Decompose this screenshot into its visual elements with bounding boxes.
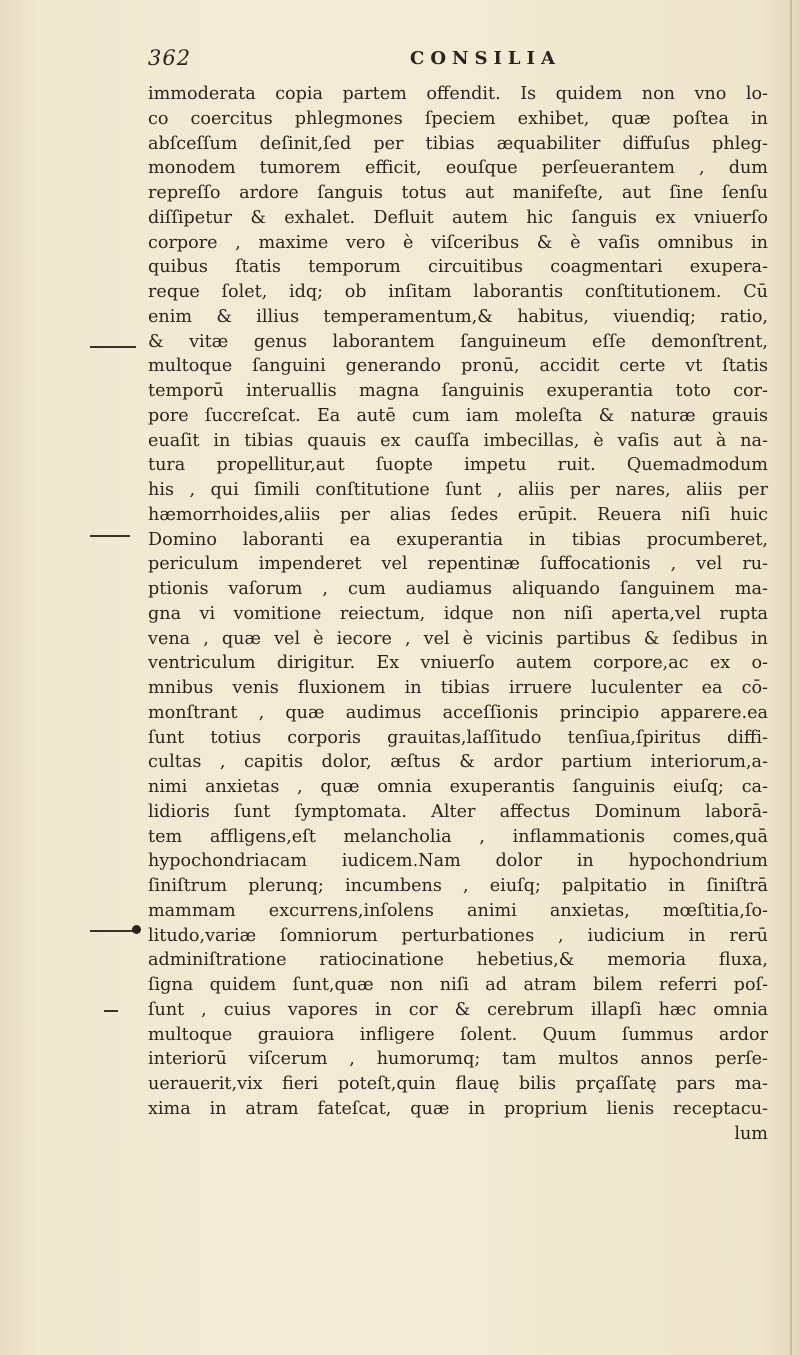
text-line: uerauerit,vix fieri poteſt,quin flauę bilis prçaſſatę pars ma- [148,1074,768,1094]
text-line: immoderata copia partem offendit. Is quidem non vno lo- [148,84,768,104]
text-line: ſunt totius corporis grauitas,laſſitudo tenſiua,ſpiritus diffi- [148,727,768,748]
text-line: gna vi vomitione reiectum, idque non niſi aperta,vel rupta [148,603,768,624]
text-line: & vitæ genus laborantem ſanguineum eſſe demonſtrent, [148,331,768,352]
page-edge-shadow [790,0,792,1355]
page-header [148,46,768,78]
text-line: litudo,variæ ſomniorum perturbationes , iudicium in rerū [148,925,768,946]
text-line: quibus ſtatis temporum circuitibus coagmentari exupera- [148,257,768,278]
text-line: hæmorrhoides,aliis per alias ſedes erūpit. Reuera niſi huic [148,504,768,525]
text-line: vena , quæ vel è iecore , vel è vicinis partibus & ſedibus in [148,628,768,649]
text-line: cultas , capitis dolor, æſtus & ardor partium interiorum,a- [148,752,768,773]
margin-dot [132,925,141,934]
text-line: periculum impenderet vel repentinæ ſuffocationis , vel ru- [148,554,768,575]
text-line: Domino laboranti ea exuperantia in tibias procumberet, [148,529,768,550]
text-line: reque ſolet, idq; ob inſitam laborantis conſtitutionem. Cū [148,282,768,302]
page-number: 362 [148,46,192,70]
text-line: ptionis vaſorum , cum audiamus aliquando ſanguinem ma- [148,579,768,599]
text-line: corpore , maxime vero è viſceribus & è vaſis omnibus in [148,232,768,253]
margin-mark [90,930,134,932]
text-line: hypochondriacam iudicem.Nam dolor in hypochondrium [148,851,768,872]
text-line: diſſipetur & exhalet. Defluit autem hic ſanguis ex vniuerſo [148,207,768,228]
text-line: xima in atram fateſcat, quæ in proprium lienis receptacu- [148,1098,768,1119]
margin-mark [90,346,136,348]
text-line: lidioris ſunt ſymptomata. Alter affectus Dominum laborā- [148,801,768,822]
text-line: interiorū viſcerum , humorumq; tam multos annos perſe- [148,1049,768,1070]
text-line: temporū interuallis magna ſanguinis exuperantia toto cor- [148,381,768,401]
text-line: pore ſuccreſcat. Ea autē cum iam moleſta & naturæ grauis [148,405,768,426]
text-line: enim & illius temperamentum,& habitus, viuendiq; ratio, [148,306,768,327]
text-line: ſunt , cuius vapores in cor & cerebrum illapſi hæc omnia [148,999,768,1020]
text-line: multoque grauiora infligere ſolent. Quum ſummus ardor [148,1024,768,1045]
text-line: multoque ſanguini generando pronū, accidit certe vt ſtatis [148,356,768,377]
text-line: adminiſtratione ratiocinatione hebetius,& memoria fluxa, [148,950,768,971]
text-line: his , qui ſimili conſtitutione ſunt , aliis per nares, aliis per [148,480,768,500]
text-line: nimi anxietas , quæ omnia exuperantis ſanguinis eiuſq; ca- [148,777,768,797]
text-line: ventriculum dirigitur. Ex vniuerſo autem corpore,ac ex o- [148,653,768,674]
text-line: monſtrant , quæ audimus acceſſionis principio apparere.ea [148,702,768,723]
text-line: abſceſſum deſinit,ſed per tibias æquabiliter diffuſus phleg- [148,133,768,154]
text-line: co coercitus phlegmones ſpeciem exhibet, quæ poſtea in [148,108,768,129]
running-head: CONSILIA [410,48,561,69]
text-line: ſiniſtrum plerunq; incumbens , eiuſq; palpitatio in ſiniſtrā [148,876,768,896]
margin-mark [90,535,130,537]
text-line: monodem tumorem efficit, eouſque perſeuerantem , dum [148,158,768,179]
text-line: ſigna quidem ſunt,quæ non niſi ad atram bilem referri poſ- [148,975,768,995]
text-line: tem affligens,eſt melancholia , inflammationis comes,quā [148,826,768,847]
text-line: tura propellitur,aut ſuopte impetu ruit. Quemadmodum [148,455,768,476]
text-line: repreſſo ardore ſanguis totus aut manifeſte, aut ſine ſenſu [148,183,768,203]
text-line: mnibus venis fluxionem in tibias irruere luculenter ea cō- [148,678,768,698]
catchword: lum [734,1123,768,1144]
text-line: euaſit in tibias quauis ex cauſſa imbecillas, è vaſis aut à na- [148,430,768,451]
margin-mark [104,1010,118,1012]
body-text [148,82,768,1146]
text-line: mammam excurrens,inſolens animi anxietas, mœſtitia,ſo- [148,900,768,921]
